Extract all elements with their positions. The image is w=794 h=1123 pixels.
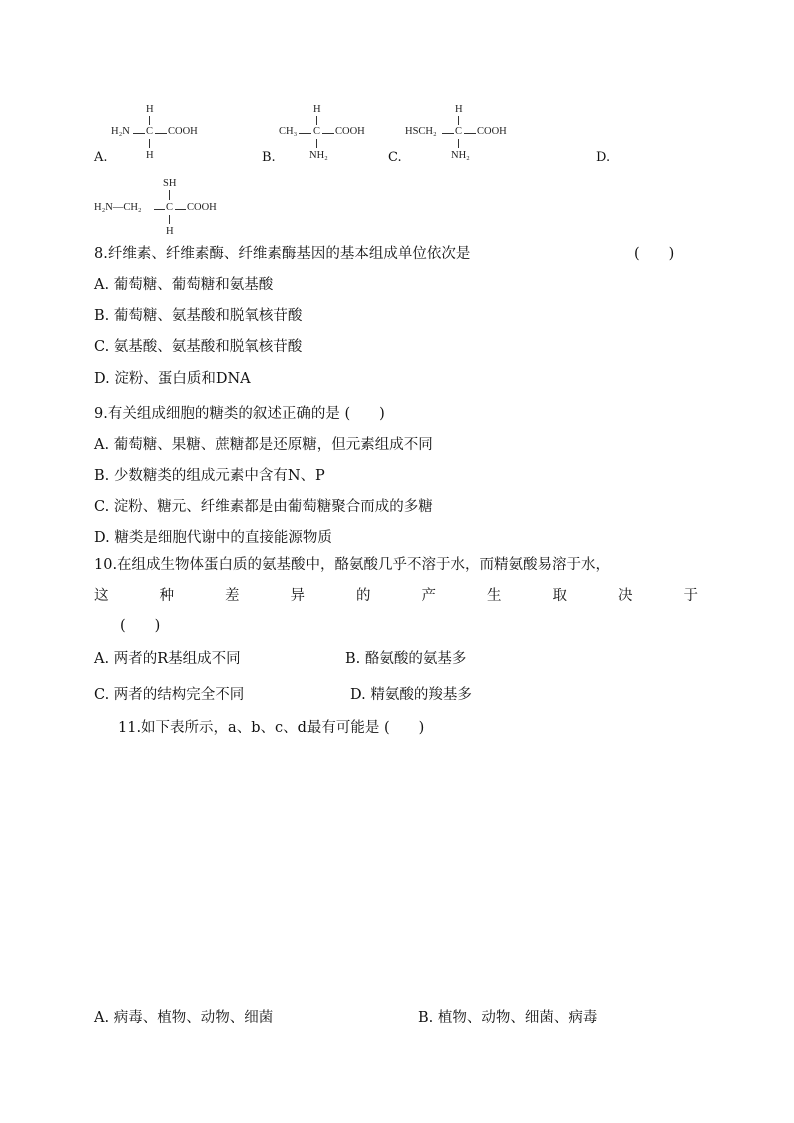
bond [154,209,165,210]
q10-option-b: B. 酪氨酸的氨基多 [345,651,467,667]
formula-group: H₂N—CH₂ [94,202,142,213]
q9-option-c: C. 淀粉、糖元、纤维素都是由葡萄糖聚合而成的多糖 [94,499,433,515]
formula-atom: C [146,126,154,137]
stem-char: 取 [552,588,567,604]
option-letter: B. [262,150,276,165]
formula-atom: H [146,150,154,161]
bond [169,215,170,224]
bond [133,133,145,134]
bond [322,133,334,134]
formula-group: H₂N [111,126,130,137]
formula-atom: H [166,226,174,237]
stem-char: 异 [290,588,305,604]
bond [442,133,454,134]
bond [458,139,459,148]
stem-char: 决 [618,588,633,604]
formula-atom: H [455,104,463,115]
formula-atom: C [313,126,321,137]
stem-char: 这 [94,588,109,604]
formula-group: COOH [477,126,507,137]
formula-group: COOH [168,126,198,137]
formula-atom: C [166,202,174,213]
stem-char: 生 [487,588,502,604]
formula-group: SH [163,178,177,189]
q9-option-b: B. 少数糖类的组成元素中含有N、P [94,468,325,484]
option-letter: A. [94,150,108,165]
formula-group: NH₂ [309,150,328,161]
stem-char: 的 [356,588,371,604]
q8-option-a: A. 葡萄糖、葡萄糖和氨基酸 [94,277,274,293]
bond [149,139,150,148]
formula-group: COOH [335,126,365,137]
option-letter: C. [388,150,402,165]
question-10-stem-continued [94,584,698,605]
bond [299,133,311,134]
answer-blank: ( ) [634,246,675,262]
q8-option-b: B. 葡萄糖、氨基酸和脱氧核苷酸 [94,308,303,324]
formula-atom: C [455,126,463,137]
q11-option-a: A. 病毒、植物、动物、细菌 [94,1010,274,1026]
formula-group: CH₃ [279,126,298,137]
question-8-stem: 8.纤维素、纤维素酶、纤维素酶基因的基本组成单位依次是 [94,246,471,262]
q10-option-a: A. 两者的R基组成不同 [94,651,241,667]
q10-option-c: C. 两者的结构完全不同 [94,687,245,703]
formula-atom: H [146,104,154,115]
question-10-stem: 10.在组成生物体蛋白质的氨基酸中，酪氨酸几乎不溶于水，而精氨酸易溶于水， [94,557,611,573]
q9-option-a: A. 葡萄糖、果糖、蔗糖都是还原糖，但元素组成不同 [94,437,433,453]
stem-char: 产 [421,588,436,604]
stem-char: 种 [159,588,174,604]
stem-char: 于 [683,588,698,604]
formula-group: HSCH₂ [405,126,437,137]
answer-blank: ( ) [120,618,161,634]
stem-char: 差 [225,588,240,604]
bond [175,209,186,210]
question-9-stem: 9.有关组成细胞的糖类的叙述正确的是 ( ) [94,406,385,422]
q9-option-d: D. 糖类是细胞代谢中的直接能源物质 [94,530,332,546]
bond [169,190,170,200]
q8-option-c: C. 氨基酸、氨基酸和脱氧核苷酸 [94,339,303,355]
bond [458,116,459,125]
formula-group: COOH [187,202,217,213]
bond [464,133,476,134]
q10-option-d: D. 精氨酸的羧基多 [350,687,472,703]
question-11-stem: 11.如下表所示，a、b、c、d最有可能是 ( ) [118,720,425,736]
bond [155,133,167,134]
bond [316,139,317,148]
formula-group: NH₂ [451,150,470,161]
q11-option-b: B. 植物、动物、细菌、病毒 [418,1010,598,1026]
formula-atom: H [313,104,321,115]
bond [316,116,317,125]
option-letter: D. [596,150,611,165]
bond [149,116,150,125]
q8-option-d: D. 淀粉、蛋白质和DNA [94,371,251,387]
